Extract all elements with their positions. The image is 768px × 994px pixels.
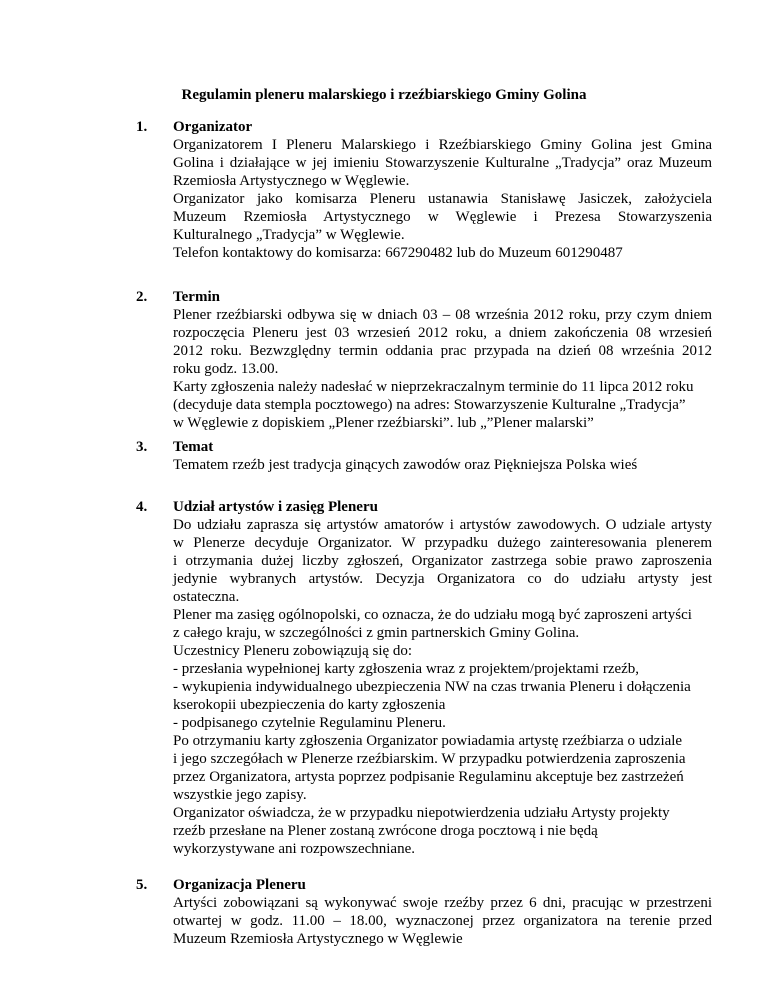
paragraph-line: - wykupienia indywidualnego ubezpieczenia NW na czas trwania Pleneru i dołączenia: [173, 679, 691, 695]
section-number: 2.: [136, 289, 148, 305]
paragraph-line: roku godz. 13.00.: [173, 361, 279, 377]
section-body: [173, 118, 712, 262]
paragraph-line: kserokopii ubezpieczenia do karty zgłoszenia: [173, 697, 446, 713]
paragraph-line: Golina i działające w jej imieniu Stowarzyszenie Kulturalne „Tradycja” oraz Muzeum: [173, 155, 712, 171]
paragraph-line: Artyści zobowiązani są wykonywać swoje rzeźby przez 6 dni, pracując w przestrzeni: [173, 895, 712, 911]
paragraph-line: Telefon kontaktowy do komisarza: 667290482 lub do Muzeum 601290487: [173, 245, 623, 261]
paragraph-line: Organizator jako komisarza Pleneru ustanawia Stanisławę Jasiczek, założyciela: [173, 191, 712, 207]
paragraph-line: Do udziału zaprasza się artystów amatorów i artystów zawodowych. O udziale artysty: [173, 517, 712, 533]
paragraph-line: - podpisanego czytelnie Regulaminu Pleneru.: [173, 715, 446, 731]
paragraph-line: jedynie wybranych artystów. Decyzja Organizatora co do udziału artysty jest: [173, 571, 712, 587]
paragraph-line: wykorzystywane ani rozpowszechniane.: [173, 841, 415, 857]
paragraph-line: - przesłania wypełnionej karty zgłoszenia wraz z projektem/projektami rzeźb,: [173, 661, 640, 677]
paragraph-line: Tematem rzeźb jest tradycja ginących zawodów oraz Piękniejsza Polska wieś: [173, 457, 638, 473]
paragraph-line: Uczestnicy Pleneru zobowiązują się do:: [173, 643, 413, 659]
paragraph-line: Karty zgłoszenia należy nadesłać w nieprzekraczalnym terminie do 11 lipca 2012 roku: [173, 379, 694, 395]
paragraph-line: w Węglewie z dopiskiem „Plener rzeźbiarski”. lub „”Plener malarski”: [173, 415, 594, 431]
paragraph-line: Rzemiosła Artystycznego w Węglewie.: [173, 173, 410, 189]
paragraph-line: rozpoczęcia Pleneru jest 03 wrzesień 2012 roku, a dniem zakończenia 08 wrzesień: [173, 325, 712, 341]
paragraph-line: otwartej w godz. 11.00 – 18.00, wyznaczonej przez organizatora na terenie przed: [173, 913, 712, 929]
section-number: 4.: [136, 499, 148, 515]
paragraph-line: (decyduje data stempla pocztowego) na adres: Stowarzyszenie Kulturalne „Tradycja”: [173, 397, 686, 413]
section-heading: Udział artystów i zasięg Pleneru: [173, 499, 378, 515]
paragraph-line: Kulturalnego „Tradycja” w Węglewie.: [173, 227, 405, 243]
section-number: 5.: [136, 877, 148, 893]
paragraph-line: i jego szczegółach w Plenerze rzeźbiarskim. W przypadku potwierdzenia zaproszenia: [173, 751, 686, 767]
section-heading: Organizator: [173, 119, 253, 135]
section-body: [173, 876, 712, 948]
paragraph-line: i otrzymania dużej liczby zgłoszeń, Organizator zastrzega sobie prawo zaproszenia: [173, 553, 712, 569]
paragraph-line: Muzeum Rzemiosła Artystycznego w Węglewie: [173, 931, 463, 947]
section-body: [173, 288, 712, 432]
paragraph-line: Plener rzeźbiarski odbywa się w dniach 03 – 08 września 2012 roku, przy czym dniem: [173, 307, 712, 323]
paragraph-line: Po otrzymaniu karty zgłoszenia Organizator powiadamia artystę rzeźbiarza o udziale: [173, 733, 683, 749]
paragraph-line: przez Organizatora, artysta poprzez podpisanie Regulaminu akceptuje bez zastrzeżeń: [173, 769, 684, 785]
paragraph-line: Muzeum Rzemiosła Artystycznego w Węglewie i Prezesa Stowarzyszenia: [173, 209, 712, 225]
section-heading: Temat: [173, 439, 214, 455]
paragraph-line: w Plenerze decyduje Organizator. W przypadku dużego zainteresowania plenerem: [173, 535, 712, 551]
section-number: 1.: [136, 119, 148, 135]
paragraph-line: ostateczna.: [173, 589, 240, 605]
paragraph-line: Organizatorem I Pleneru Malarskiego i Rzeźbiarskiego Gminy Golina jest Gmina: [173, 137, 712, 153]
section-heading: Organizacja Pleneru: [173, 877, 306, 893]
section-heading: Termin: [173, 289, 220, 305]
section-number: 3.: [136, 439, 148, 455]
paragraph-line: Plener ma zasięg ogólnopolski, co oznacza, że do udziału mogą być zaproszeni artyści: [173, 607, 692, 623]
paragraph-line: z całego kraju, w szczególności z gmin partnerskich Gminy Golina.: [173, 625, 580, 641]
section-body: [173, 498, 712, 858]
paragraph-line: rzeźb przesłane na Plener zostaną zwrócone droga pocztową i nie będą: [173, 823, 598, 839]
document-title: Regulamin pleneru malarskiego i rzeźbiarskiego Gminy Golina: [181, 87, 587, 103]
paragraph-line: wszystkie jego zapisy.: [173, 787, 307, 803]
paragraph-line: 2012 roku. Bezwzględny termin oddania prac przypada na dzień 08 września 2012: [173, 343, 712, 359]
paragraph-line: Organizator oświadcza, że w przypadku niepotwierdzenia udziału Artysty projekty: [173, 805, 670, 821]
section-body: [173, 438, 712, 474]
